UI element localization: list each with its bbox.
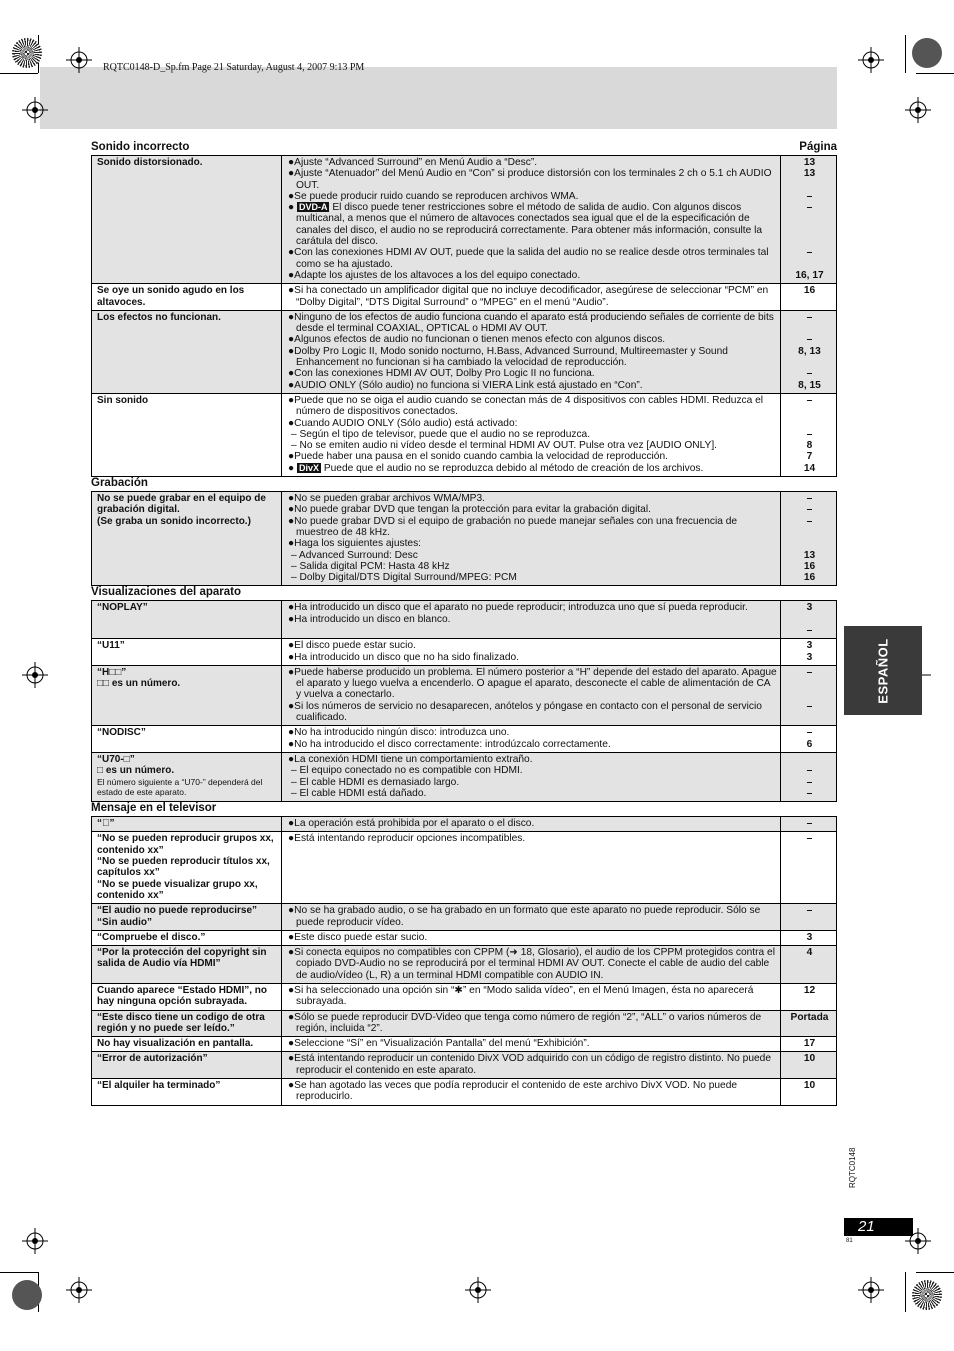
problem-text: “No se pueden reproducir grupos xx, contenido xx” bbox=[97, 833, 274, 856]
solution-text: ●Con las conexiones HDMI AV OUT, Dolby Pro Logic II no funciona. bbox=[288, 368, 595, 380]
page-reference: 4 bbox=[806, 947, 813, 959]
problem-cell bbox=[92, 1010, 282, 1037]
document-code: RQTC0148 bbox=[848, 1147, 857, 1188]
problem-cell bbox=[92, 639, 282, 666]
starburst-icon bbox=[12, 38, 42, 68]
registration-mark-icon bbox=[465, 1277, 491, 1303]
problem-text: “Por la protección del copyright sin salida de Audio vía HDMI” bbox=[97, 947, 267, 970]
file-info: RQTC0148-D_Sp.fm Page 21 Saturday, August 4, 2007 9:13 PM bbox=[103, 62, 365, 73]
problem-text: □ es un número. bbox=[97, 765, 175, 777]
page-cell bbox=[781, 904, 837, 931]
crop-mark bbox=[905, 35, 906, 73]
problem-text: “Este disco tiene un codigo de otra región y no puede ser leído.” bbox=[97, 1011, 265, 1034]
problem-text: “U70-□” bbox=[97, 753, 135, 765]
table-row bbox=[92, 930, 837, 945]
problem-text: No hay visualización en pantalla. bbox=[97, 1038, 254, 1050]
page-reference bbox=[786, 689, 833, 700]
problem-text: No se puede grabar en el equipo de grabación digital. bbox=[97, 493, 266, 516]
problem-text: Sonido distorsionado. bbox=[97, 157, 203, 168]
problem-cell bbox=[92, 156, 282, 284]
page-reference: – bbox=[806, 334, 813, 346]
page-cell bbox=[781, 984, 837, 1011]
gray-circle-icon bbox=[12, 1280, 42, 1310]
solution-text: ●Ha introducido un disco en blanco. bbox=[288, 613, 451, 625]
section-heading bbox=[91, 477, 837, 491]
page-reference: 7 bbox=[806, 451, 813, 463]
problem-text: “H□□” bbox=[97, 666, 127, 678]
solution-text: – El cable HDMI es demasiado largo. bbox=[291, 776, 460, 788]
language-tab bbox=[844, 626, 922, 715]
page-cell bbox=[781, 1079, 837, 1106]
troubleshooting-table bbox=[91, 491, 837, 586]
registration-mark-icon bbox=[905, 97, 931, 123]
page-reference: – bbox=[806, 700, 813, 712]
solution-text: ●Algunos efectos de audio no funcionan o tienen menos efecto con algunos discos. bbox=[288, 334, 666, 346]
page-reference: 14 bbox=[803, 462, 816, 474]
problem-note: El número siguiente a “U70-” dependerá del estado de este aparato. bbox=[97, 776, 263, 797]
page-reference: 3 bbox=[806, 931, 813, 943]
page-reference: 16 bbox=[803, 572, 816, 584]
page-reference: 10 bbox=[803, 1053, 816, 1065]
problem-text: □□ es un número. bbox=[97, 678, 181, 690]
page-reference bbox=[786, 259, 833, 270]
problem-text: “NODISC” bbox=[97, 727, 146, 739]
problem-cell bbox=[92, 752, 282, 801]
page-reference: – bbox=[806, 776, 813, 788]
starburst-icon bbox=[912, 1280, 942, 1310]
page-reference bbox=[786, 538, 833, 549]
page-reference: 3 bbox=[806, 602, 813, 614]
crop-mark bbox=[916, 73, 954, 74]
solution-text: ●No puede grabar DVD que tengan la protección para evitar la grabación digital. bbox=[288, 504, 651, 516]
registration-mark-icon bbox=[858, 1277, 884, 1303]
page-cell bbox=[781, 601, 837, 639]
page-reference: 16 bbox=[803, 560, 816, 572]
tiny-page-number: 81 bbox=[846, 1238, 853, 1244]
page-reference: 16, 17 bbox=[795, 269, 824, 281]
page-reference: – bbox=[806, 428, 813, 440]
page-reference: 3 bbox=[806, 651, 813, 663]
section-heading bbox=[91, 141, 837, 155]
solution-text: ●Puede haber una pausa en el sonido cuando cambia la velocidad de reproducción. bbox=[288, 451, 668, 463]
solution-text: ●Ajuste “Advanced Surround” en Menú Audio a “Desc”. bbox=[288, 157, 538, 168]
page-reference bbox=[786, 357, 833, 368]
page-reference: – bbox=[806, 765, 813, 777]
problem-text: “⃠” bbox=[97, 818, 115, 830]
page-cell bbox=[781, 930, 837, 945]
solution-text: ●Está intentando reproducir opciones incompatibles. bbox=[288, 833, 526, 845]
page-reference bbox=[786, 213, 833, 224]
solution-cell bbox=[282, 393, 781, 476]
solution-text: – Advanced Surround: Desc bbox=[291, 549, 418, 561]
section-title: Sonido incorrecto bbox=[91, 141, 190, 153]
solution-cell bbox=[282, 752, 781, 801]
page-reference: 10 bbox=[803, 1080, 816, 1092]
table-row bbox=[92, 946, 837, 984]
page-reference bbox=[786, 236, 833, 247]
crop-mark bbox=[916, 1272, 954, 1273]
section-heading bbox=[91, 586, 837, 600]
problem-text: “No se pueden reproducir títulos xx, capítulos xx” bbox=[97, 856, 270, 879]
page-cell bbox=[781, 1037, 837, 1052]
solution-text: ●Seleccione “Sí” en “Visualización Pantalla” del menú “Exhibición”. bbox=[288, 1038, 590, 1050]
table-row bbox=[92, 1052, 837, 1079]
solution-text: ●Puede haberse producido un problema. El número posterior a “H” depende del estado del aparato. Apague el aparato y luego vuelva a encenderlo. O apague el aparato, desconecte el cable de alimentación de CA y vuelva a conectarlo. bbox=[288, 666, 777, 701]
problem-cell bbox=[92, 726, 282, 753]
problem-text: Se oye un sonido agudo en los altavoces. bbox=[97, 285, 245, 308]
crop-mark bbox=[0, 1272, 38, 1273]
page-cell bbox=[781, 393, 837, 476]
solution-text: ●La conexión HDMI tiene un comportamiento extraño. bbox=[288, 753, 533, 765]
section-title: Grabación bbox=[91, 477, 148, 490]
solution-text: ● DivX Puede que el audio no se reproduzca debido al método de creación de los archivos. bbox=[288, 462, 704, 474]
solution-text: ●Si ha conectado un amplificador digital que no incluye decodificador, asegúrese de seleccionar “PCM” en “Dolby Digital”, “DTS Digital Surround” o “MPEG” en el menú “Audio”. bbox=[288, 285, 769, 308]
crop-mark bbox=[905, 1272, 906, 1312]
problem-cell bbox=[92, 601, 282, 639]
header-bar bbox=[40, 67, 837, 129]
page-reference: – bbox=[806, 311, 813, 323]
page-cell bbox=[781, 156, 837, 284]
page-reference: Portada bbox=[790, 1011, 829, 1023]
problem-text: Los efectos no funcionan. bbox=[97, 311, 221, 323]
problem-text: “El alquiler ha terminado” bbox=[97, 1080, 221, 1092]
page-reference bbox=[786, 527, 833, 538]
problem-cell bbox=[92, 946, 282, 984]
solution-text: ●Ha introducido un disco que no ha sido finalizado. bbox=[288, 651, 519, 663]
table-row bbox=[92, 310, 837, 393]
solution-text: ●AUDIO ONLY (Sólo audio) no funciona si VIERA Link está ajustado en “Con”. bbox=[288, 379, 643, 391]
table-row bbox=[92, 639, 837, 666]
table-row bbox=[92, 817, 837, 832]
problem-cell bbox=[92, 817, 282, 832]
solution-text: ●Si ha seleccionado una opción sin “✱” en “Modo salida vídeo”, en el Menú Imagen, ésta no aparecerá subrayada. bbox=[288, 985, 754, 1008]
solution-cell bbox=[282, 284, 781, 311]
problem-text: “Sin audio” bbox=[97, 916, 152, 928]
page-reference bbox=[786, 225, 833, 236]
problem-cell bbox=[92, 1079, 282, 1106]
table-row bbox=[92, 601, 837, 639]
solution-cell bbox=[282, 817, 781, 832]
solution-text: ●Se han agotado las veces que podía reproducir el contenido de este archivo DivX VOD. No puede reproducirlo. bbox=[288, 1080, 738, 1103]
problem-text: Sin sonido bbox=[97, 394, 149, 406]
problem-text: (Se graba un sonido incorrecto.) bbox=[97, 515, 251, 527]
solution-text: ●Sólo se puede reproducir DVD-Video que tenga como número de región “2”, “ALL” o varios números de región, incluida “2”. bbox=[288, 1011, 762, 1034]
page-cell bbox=[781, 1010, 837, 1037]
solution-cell bbox=[282, 492, 781, 586]
page-reference: 17 bbox=[803, 1038, 816, 1050]
registration-mark-icon bbox=[22, 662, 48, 688]
solution-text: ●Si los números de servicio no desaparecen, anótelos y póngase en contacto con el personal de servicio cualificado. bbox=[288, 700, 762, 724]
page-cell bbox=[781, 817, 837, 832]
problem-cell bbox=[92, 1052, 282, 1079]
page-reference: – bbox=[806, 818, 813, 830]
table-row bbox=[92, 832, 837, 904]
page-reference bbox=[786, 180, 833, 191]
solution-text: ●Este disco puede estar sucio. bbox=[288, 931, 428, 943]
section-title: Visualizaciones del aparato bbox=[91, 586, 241, 599]
page-reference bbox=[786, 406, 833, 417]
solution-text: ●Si conecta equipos no compatibles con CPPM (➜ 18, Glosario), el audio de los CPPM protegidos contra el copiado DVD-Audio no se reproducirá por el terminal HDMI AV OUT. Conecte el cable de audio del cable de audio/vídeo (L, R) a un terminal HDMI compatible con AUDIO IN. bbox=[288, 947, 775, 981]
page-reference: 8, 13 bbox=[798, 345, 821, 357]
page-cell bbox=[781, 946, 837, 984]
solution-text: ●No puede grabar DVD si el equipo de grabación no puede manejar señales con una frecuencia de muestreo de 48 kHz. bbox=[288, 515, 738, 538]
page-cell bbox=[781, 665, 837, 725]
solution-text: ●No ha introducido ningún disco: introduzca uno. bbox=[288, 727, 510, 739]
page-reference: – bbox=[806, 905, 813, 917]
page-reference: – bbox=[806, 787, 813, 799]
table-row bbox=[92, 1079, 837, 1106]
problem-cell bbox=[92, 984, 282, 1011]
page-reference: – bbox=[806, 190, 813, 202]
registration-mark-icon bbox=[22, 97, 48, 123]
solution-text: – Salida digital PCM: Hasta 48 kHz bbox=[291, 560, 450, 572]
solution-cell bbox=[282, 1052, 781, 1079]
page-reference: – bbox=[806, 727, 813, 739]
problem-text: “No se puede visualizar grupo xx, contenido xx” bbox=[97, 878, 258, 901]
problem-text: Cuando aparece “Estado HDMI”, no hay ninguna opción subrayada. bbox=[97, 985, 268, 1008]
page-reference: 8, 15 bbox=[798, 379, 821, 391]
solution-cell bbox=[282, 930, 781, 945]
problem-cell bbox=[92, 492, 282, 586]
problem-cell bbox=[92, 832, 282, 904]
solution-cell bbox=[282, 639, 781, 666]
solution-cell bbox=[282, 156, 781, 284]
solution-cell bbox=[282, 1079, 781, 1106]
table-row bbox=[92, 284, 837, 311]
page-cell bbox=[781, 752, 837, 801]
table-row bbox=[92, 984, 837, 1011]
dvd-a-tag: DVD-A bbox=[298, 202, 328, 213]
problem-text: “Error de autorización” bbox=[97, 1053, 208, 1065]
page-reference: – bbox=[806, 202, 813, 214]
table-row bbox=[92, 1010, 837, 1037]
solution-text: – No se emiten audio ni vídeo desde el terminal HDMI AV OUT. Pulse otra vez [AUDIO ONLY]. bbox=[291, 440, 717, 452]
registration-mark-icon bbox=[858, 47, 884, 73]
solution-text: ●Ninguno de los efectos de audio funciona cuando el aparato está produciendo señales de corriente de bits desde el terminal COAXIAL, OPTICAL o HDMI AV OUT. bbox=[288, 311, 774, 335]
solution-text: ●Cuando AUDIO ONLY (Sólo audio) está activado: bbox=[288, 417, 518, 429]
solution-cell bbox=[282, 726, 781, 753]
gray-circle-icon bbox=[912, 38, 942, 68]
solution-text: ● DVD-A El disco puede tener restricciones sobre el método de salida de audio. Con algunos discos multicanal, a menos que el número de altavoces conectados sea igual que el de la especificación de canales del disco, el audio no se reproducirá correctamente. Para obtener más información, consulte la carátula del disco. bbox=[288, 202, 763, 248]
page-reference bbox=[786, 678, 833, 689]
solution-cell bbox=[282, 904, 781, 931]
page-reference: 13 bbox=[803, 549, 816, 561]
page-reference: – bbox=[806, 247, 813, 259]
solution-cell bbox=[282, 665, 781, 725]
solution-text: ●No ha introducido el disco correctamente: introdúzcalo correctamente. bbox=[288, 738, 611, 750]
solution-text: ●No se pueden grabar archivos WMA/MP3. bbox=[288, 493, 485, 505]
page-reference: 16 bbox=[803, 285, 816, 297]
crop-mark bbox=[0, 73, 38, 74]
page-number-box bbox=[844, 1218, 913, 1236]
troubleshooting-table bbox=[91, 600, 837, 802]
solution-cell bbox=[282, 310, 781, 393]
problem-text: “El audio no puede reproducirse” bbox=[97, 905, 258, 917]
problem-cell bbox=[92, 310, 282, 393]
table-row bbox=[92, 904, 837, 931]
page-reference: – bbox=[806, 504, 813, 516]
solution-cell bbox=[282, 984, 781, 1011]
troubleshooting-table bbox=[91, 155, 837, 477]
problem-cell bbox=[92, 284, 282, 311]
solution-text: – Dolby Digital/DTS Digital Surround/MPEG: PCM bbox=[291, 572, 517, 584]
problem-text: “NOPLAY” bbox=[97, 602, 148, 614]
page-reference: – bbox=[806, 493, 813, 505]
page-reference: – bbox=[806, 368, 813, 380]
problem-cell bbox=[92, 1037, 282, 1052]
solution-text: ●Está intentando reproducir un contenido DivX VOD adquirido con un código de registro distinto. No puede reproducir el contenido en este aparato. bbox=[288, 1053, 771, 1076]
solution-text: – Según el tipo de televisor, puede que el audio no se reproduzca. bbox=[291, 428, 591, 440]
page-reference: 8 bbox=[806, 440, 813, 452]
page-reference bbox=[786, 754, 833, 765]
table-row bbox=[92, 1037, 837, 1052]
registration-mark-icon bbox=[22, 1228, 48, 1254]
page-reference bbox=[786, 418, 833, 429]
table-row bbox=[92, 156, 837, 284]
problem-cell bbox=[92, 393, 282, 476]
solution-text: – El equipo conectado no es compatible con HDMI. bbox=[291, 765, 523, 777]
section-title: Mensaje en el televisor bbox=[91, 802, 217, 815]
page-reference: 3 bbox=[806, 640, 813, 652]
table-row bbox=[92, 492, 837, 586]
table-row bbox=[92, 752, 837, 801]
problem-cell bbox=[92, 665, 282, 725]
page-reference bbox=[786, 614, 833, 625]
table-row bbox=[92, 393, 837, 476]
solution-text: ●La operación está prohibida por el aparato o el disco. bbox=[288, 818, 535, 830]
solution-text: ●Ha introducido un disco que el aparato no puede reproducir; introduzca uno que sí pueda reproducir. bbox=[288, 602, 748, 614]
page-reference: – bbox=[806, 666, 813, 678]
language-tab-label: ESPAÑOL bbox=[875, 637, 891, 704]
page-reference: 13 bbox=[803, 168, 816, 180]
page-reference: 13 bbox=[803, 157, 816, 168]
problem-cell bbox=[92, 904, 282, 931]
table-row bbox=[92, 726, 837, 753]
page-cell bbox=[781, 639, 837, 666]
solution-cell bbox=[282, 946, 781, 984]
solution-text: – El cable HDMI está dañado. bbox=[291, 787, 427, 799]
solution-text: ●Se puede producir ruido cuando se reproducen archivos WMA. bbox=[288, 190, 579, 202]
page-reference: 6 bbox=[806, 738, 813, 750]
solution-text: ●No se ha grabado audio, o se ha grabado en un formato que este aparato no puede reproducir. Sólo se puede reproducir vídeo. bbox=[288, 905, 761, 928]
page-cell bbox=[781, 492, 837, 586]
solution-cell bbox=[282, 601, 781, 639]
section-heading bbox=[91, 802, 837, 816]
table-row bbox=[92, 665, 837, 725]
solution-cell bbox=[282, 1010, 781, 1037]
solution-text: ●Puede que no se oiga el audio cuando se conectan más de 4 dispositivos con cables HDMI. Reduzca el número de dispositivos conectados. bbox=[288, 394, 764, 418]
page-cell bbox=[781, 832, 837, 904]
page-cell bbox=[781, 284, 837, 311]
problem-text: “U11” bbox=[97, 640, 125, 652]
page-column-label: Página bbox=[799, 141, 837, 153]
page-reference: – bbox=[806, 394, 813, 406]
page-reference: – bbox=[806, 833, 813, 845]
page-reference: 12 bbox=[803, 985, 816, 996]
registration-mark-icon bbox=[66, 47, 92, 73]
solution-cell bbox=[282, 1037, 781, 1052]
page-cell bbox=[781, 1052, 837, 1079]
problem-cell bbox=[92, 930, 282, 945]
registration-mark-icon bbox=[66, 1277, 92, 1303]
problem-text: “Compruebe el disco.” bbox=[97, 931, 206, 943]
page-cell bbox=[781, 310, 837, 393]
solution-text: ●El disco puede estar sucio. bbox=[288, 640, 416, 652]
divx-tag: DivX bbox=[298, 462, 319, 473]
page-reference: – bbox=[806, 515, 813, 527]
solution-text: ●Haga los siguientes ajustes: bbox=[288, 538, 422, 550]
solution-text: ●Adapte los ajustes de los altavoces a los del equipo conectado. bbox=[288, 269, 581, 281]
page-reference bbox=[786, 323, 833, 334]
solution-cell bbox=[282, 832, 781, 904]
troubleshooting-table bbox=[91, 816, 837, 1106]
solution-text: ●Dolby Pro Logic II, Modo sonido nocturno, H.Bass, Advanced Surround, Multireemaster y Sound Enhancement no funcionan si ha cambiado la velocidad de reproducción. bbox=[288, 345, 728, 369]
troubleshooting-content bbox=[91, 141, 837, 1106]
page-number: 21 bbox=[858, 1218, 875, 1235]
page-reference: – bbox=[806, 624, 813, 636]
solution-text: ●Ajuste “Atenuador” del Menú Audio en “Con” si produce distorsión con los terminales 2 ch o 5.1 ch AUDIO OUT. bbox=[288, 168, 772, 191]
solution-text: ●Con las conexiones HDMI AV OUT, puede que la salida del audio no se realice desde otros terminales tal como se ha ajustado. bbox=[288, 247, 769, 270]
page-cell bbox=[781, 726, 837, 753]
